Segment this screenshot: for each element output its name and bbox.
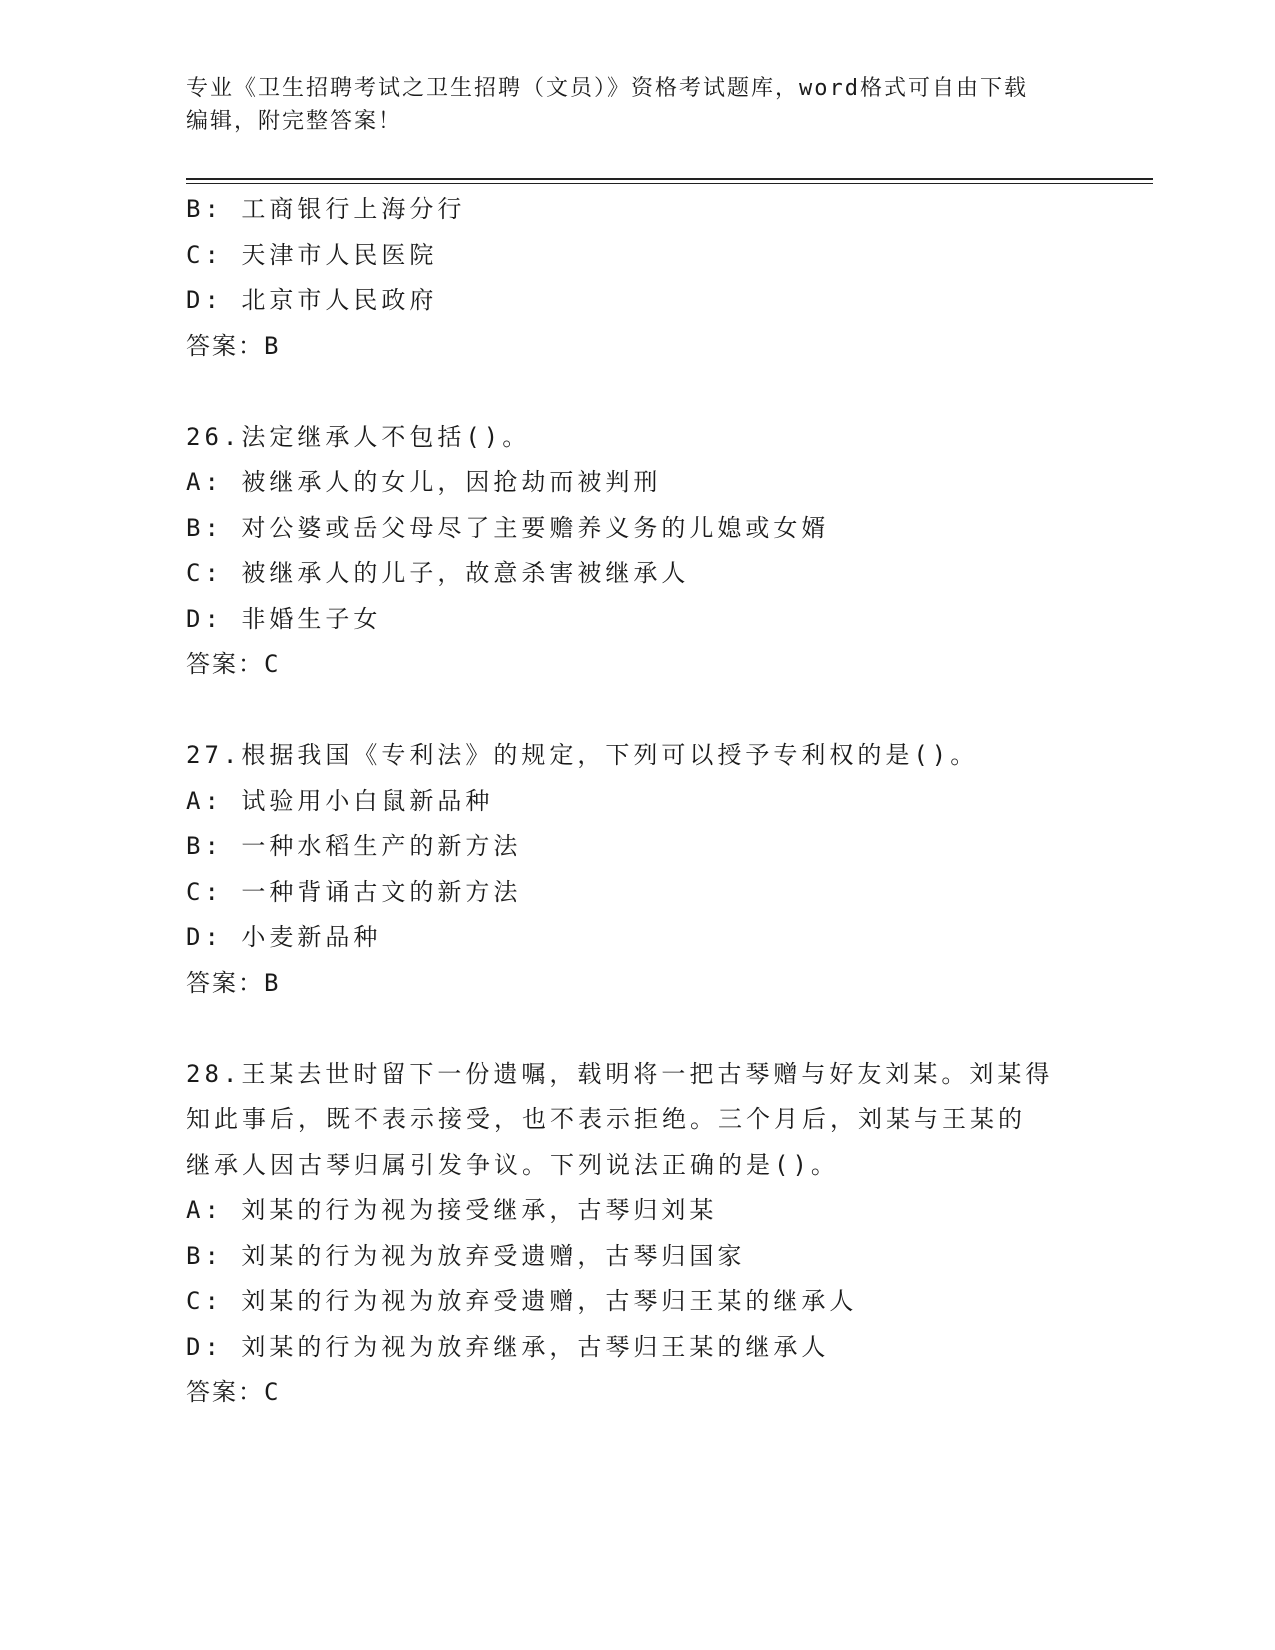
question-26 xyxy=(186,415,1146,688)
question-stem: 26.法定继承人不包括()。 xyxy=(186,422,531,451)
spacer xyxy=(186,369,1146,415)
option-c: C: 被继承人的儿子，故意杀害被继承人 xyxy=(186,559,690,587)
option-b: B: 对公婆或岳父母尽了主要赡养义务的儿媳或女婿 xyxy=(186,513,830,542)
option-b: B: 工商银行上海分行 xyxy=(186,195,466,223)
option-d: D: 小麦新品种 xyxy=(186,923,382,951)
spacer xyxy=(186,1006,1146,1052)
header-line-2: 编辑，附完整答案！ xyxy=(186,109,403,134)
question-stem-line-2: 知此事后，既不表示接受，也不表示拒绝。三个月后，刘某与王某的 xyxy=(186,1105,1026,1133)
option-a: A: 被继承人的女儿，因抢劫而被判刑 xyxy=(186,468,662,496)
question-stem-line-1: 28.王某去世时留下一份遗嘱，载明将一把古琴赠与好友刘某。刘某得 xyxy=(186,1059,1054,1088)
option-a: A: 刘某的行为视为接受继承，古琴归刘某 xyxy=(186,1196,718,1224)
question-list xyxy=(186,187,1146,1416)
option-c: C: 天津市人民医院 xyxy=(186,240,438,269)
answer-line: 答案：C xyxy=(186,650,281,678)
option-c: C: 一种背诵古文的新方法 xyxy=(186,877,522,906)
option-d: D: 北京市人民政府 xyxy=(186,286,438,314)
question-25-continued xyxy=(186,187,1146,369)
answer-line: 答案：B xyxy=(186,331,281,360)
option-c: C: 刘某的行为视为放弃受遗赠，古琴归王某的继承人 xyxy=(186,1287,858,1315)
option-d: D: 刘某的行为视为放弃继承，古琴归王某的继承人 xyxy=(186,1332,830,1361)
option-b: B: 刘某的行为视为放弃受遗赠，古琴归国家 xyxy=(186,1241,746,1270)
option-b: B: 一种水稻生产的新方法 xyxy=(186,832,522,860)
document-header xyxy=(186,72,1086,138)
question-stem: 27.根据我国《专利法》的规定，下列可以授予专利权的是()。 xyxy=(186,741,979,769)
question-28 xyxy=(186,1052,1146,1416)
header-divider-thick xyxy=(186,178,1153,180)
header-line-1: 专业《卫生招聘考试之卫生招聘（文员）》资格考试题库，word格式可自由下载 xyxy=(186,76,1028,101)
question-stem-line-3: 继承人因古琴归属引发争议。下列说法正确的是()。 xyxy=(186,1150,839,1179)
spacer xyxy=(186,688,1146,734)
question-27 xyxy=(186,733,1146,1006)
answer-line: 答案：C xyxy=(186,1378,281,1406)
option-d: D: 非婚生子女 xyxy=(186,604,382,633)
header-divider-thin xyxy=(186,183,1153,184)
answer-line: 答案：B xyxy=(186,968,281,997)
option-a: A: 试验用小白鼠新品种 xyxy=(186,786,494,815)
